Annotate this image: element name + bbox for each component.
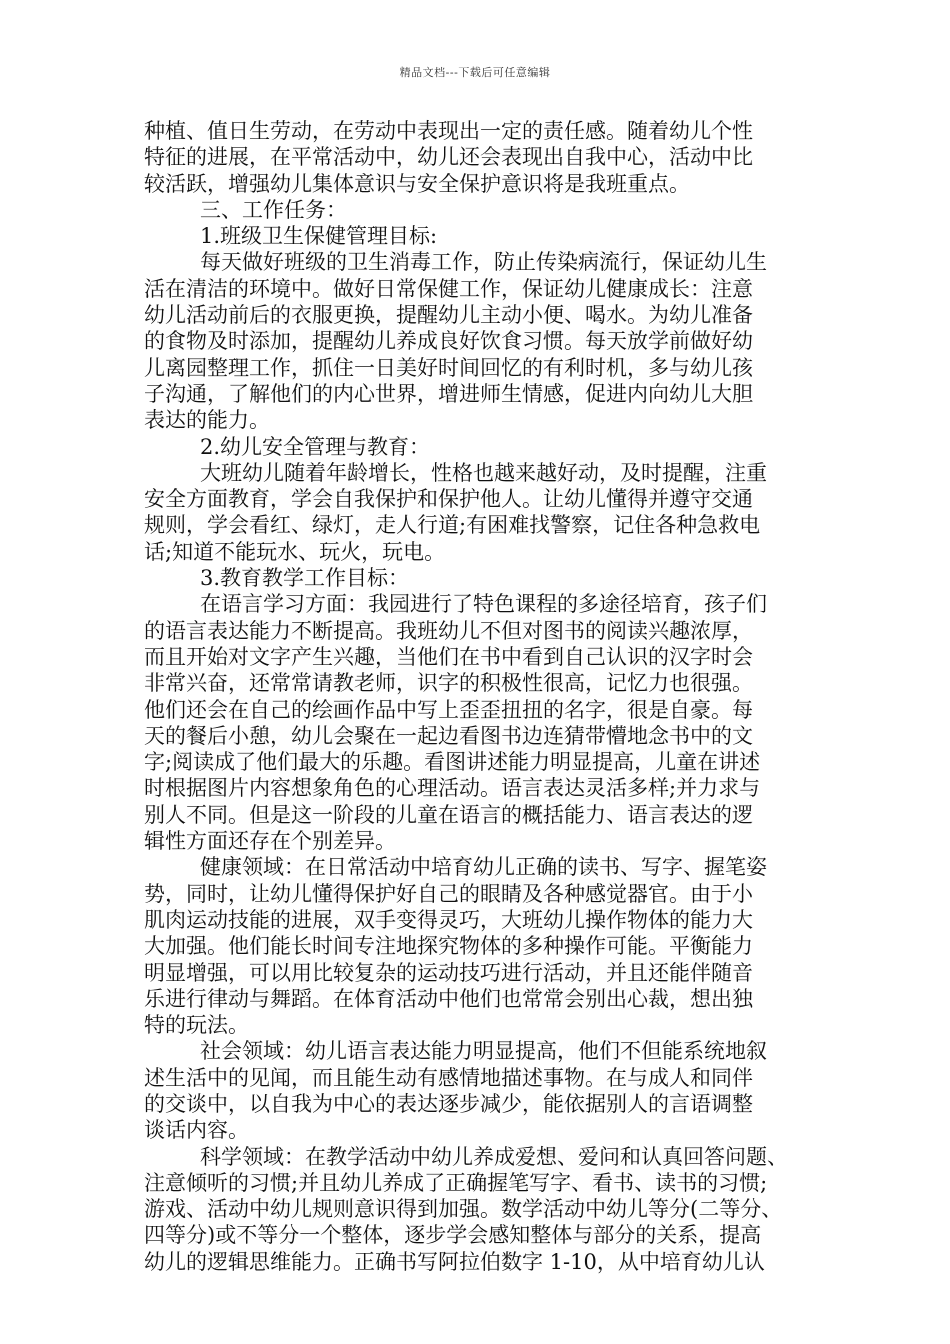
text-line: 种植、值日生劳动，在劳动中表现出一定的责任感。随着幼儿个性	[144, 119, 753, 143]
text-line: 表达的能力。	[144, 408, 270, 433]
text-line: 儿离园整理工作，抓住一日美好时间回忆的有利时机，多与幼儿孩	[144, 355, 753, 380]
text-line: 安全方面教育，学会自我保护和保护他人。让幼儿懂得并遵守交通	[144, 487, 753, 512]
text-line: 别人不同。但是这一阶段的儿童在语言的概括能力、语言表达的逻	[144, 802, 753, 827]
text-line: 科学领域：在教学活动中幼儿养成爱想、爱问和认真回答问题、	[200, 1144, 788, 1169]
text-line: 辑性方面还存在个别差异。	[144, 829, 396, 854]
document-body	[144, 118, 810, 1275]
text-line: 明显增强，可以用比较复杂的运动技巧进行活动，并且还能伴随音	[144, 960, 753, 985]
text-line: 幼儿的逻辑思维能力。正确书写阿拉伯数字 1-10，从中培育幼儿认	[144, 1249, 765, 1274]
text-line: 述生活中的见闻，而且能生动有感情地描述事物。在与成人和同伴	[144, 1065, 753, 1090]
text-line: 时根据图片内容想象角色的心理活动。语言表达灵活多样;并力求与	[144, 776, 761, 801]
text-line: 非常兴奋，还常常请教老师，识字的积极性很高，记忆力也很强。	[144, 671, 753, 696]
text-line: 3.教育教学工作目标：	[200, 566, 410, 591]
page-header: 精品文档---下载后可任意编辑	[399, 66, 551, 79]
text-line: 较活跃，增强幼儿集体意识与安全保护意识将是我班重点。	[144, 171, 690, 196]
text-line: 社会领域：幼儿语言表达能力明显提高，他们不但能系统地叙	[200, 1039, 767, 1064]
text-line: 子沟通，了解他们的内心世界，增进师生情感，促进内向幼儿大胆	[144, 381, 753, 406]
text-line: 四等分)或不等分一个整体，逐步学会感知整体与部分的关系，提高	[144, 1223, 762, 1248]
text-line: 幼儿活动前后的衣服更换，提醒幼儿主动小便、喝水。为幼儿准备	[144, 303, 753, 328]
text-line: 每天做好班级的卫生消毒工作，防止传染病流行，保证幼儿生	[200, 250, 767, 275]
text-line: 大加强。他们能长时间专注地探究物体的多种操作可能。平衡能力	[144, 934, 753, 959]
text-line: 话;知道不能玩水、玩火，玩电。	[144, 539, 446, 564]
text-line: 规则，学会看红、绿灯，走人行道;有困难找警察，记住各种急救电	[144, 513, 761, 538]
text-line: 特征的进展，在平常活动中，幼儿还会表现出自我中心，活动中比	[144, 145, 753, 170]
text-line: 1.班级卫生保健管理目标:	[200, 224, 438, 249]
text-line: 字;阅读成了他们最大的乐趣。看图讲述能力明显提高，儿童在讲述	[144, 750, 761, 775]
text-line: 乐进行律动与舞蹈。在体育活动中他们也常常会别出心裁，想出独	[144, 986, 753, 1011]
text-line: 大班幼儿随着年龄增长，性格也越来越好动，及时提醒，注重	[200, 460, 767, 485]
text-line: 注意倾听的习惯;并且幼儿养成了正确握笔写字、看书、读书的习惯;	[144, 1170, 768, 1195]
text-line: 谈话内容。	[144, 1118, 249, 1143]
text-line: 肌肉运动技能的进展，双手变得灵巧，大班幼儿操作物体的能力大	[144, 907, 753, 932]
text-line: 活在清洁的环境中。做好日常保健工作，保证幼儿健康成长：注意	[144, 276, 753, 301]
text-line: 他们还会在自己的绘画作品中写上歪歪扭扭的名字，很是自豪。每	[144, 697, 753, 722]
text-line: 的语言表达能力不断提高。我班幼儿不但对图书的阅读兴趣浓厚，	[144, 618, 753, 643]
text-line: 而且开始对文字产生兴趣，当他们在书中看到自己认识的汉字时会	[144, 644, 753, 669]
text-line: 天的餐后小憩，幼儿会聚在一起边看图书边连猜带懵地念书中的文	[144, 723, 753, 748]
text-line: 特的玩法。	[144, 1013, 249, 1038]
text-line: 势，同时，让幼儿懂得保护好自己的眼睛及各种感觉器官。由于小	[144, 881, 753, 906]
text-line: 游戏、活动中幼儿规则意识得到加强。数学活动中幼儿等分(二等分、	[144, 1197, 783, 1222]
text-line: 2.幼儿安全管理与教育：	[200, 434, 431, 459]
text-line: 的食物及时添加，提醒幼儿养成良好饮食习惯。每天放学前做好幼	[144, 329, 753, 354]
text-line: 三、工作任务：	[200, 197, 347, 222]
text-line: 的交谈中，以自我为中心的表达逐步减少，能依据别人的言语调整	[144, 1091, 753, 1116]
text-line: 在语言学习方面：我园进行了特色课程的多途径培育，孩子们	[200, 592, 767, 617]
text-line: 健康领域：在日常活动中培育幼儿正确的读书、写字、握笔姿	[200, 855, 767, 880]
